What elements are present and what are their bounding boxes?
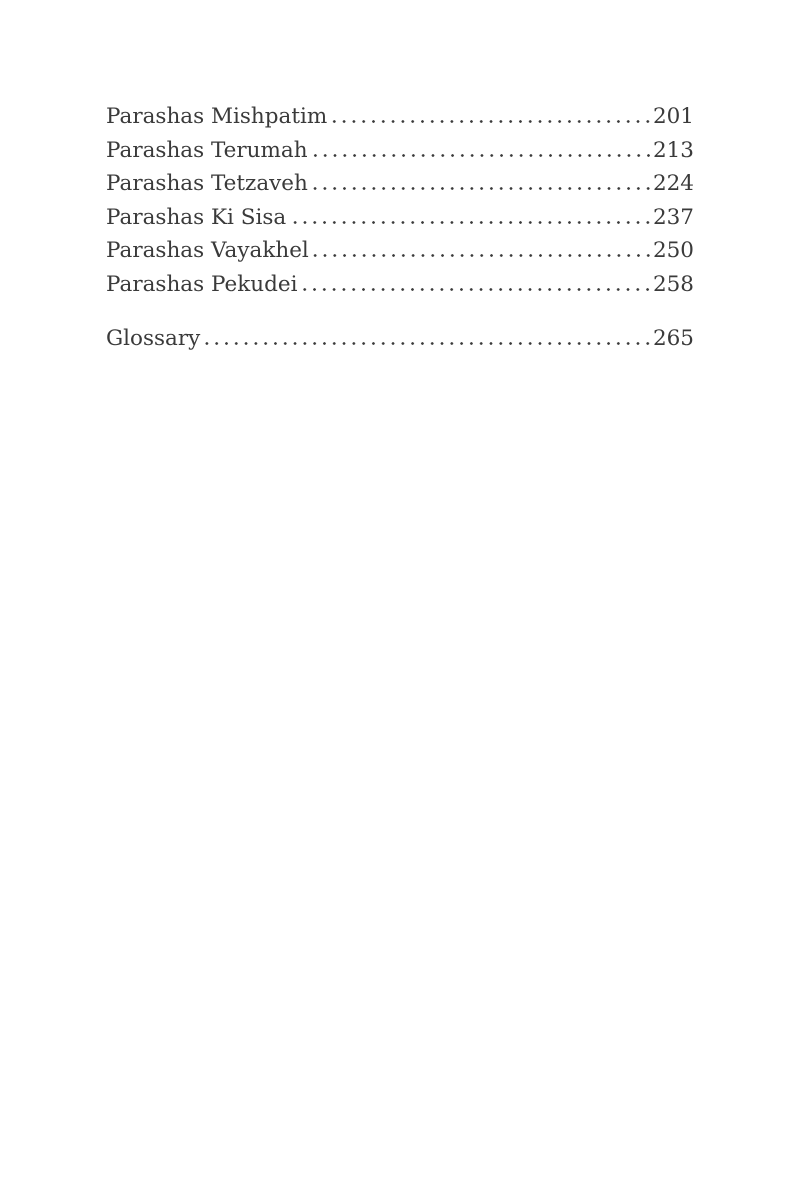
toc-page-number: 265 xyxy=(652,326,694,351)
toc-page-number: 201 xyxy=(652,104,694,129)
toc-row xyxy=(106,234,694,268)
toc-page-number: 250 xyxy=(652,238,694,263)
toc-page-number: 258 xyxy=(652,271,694,297)
dot-leader xyxy=(312,187,653,190)
toc-page-number: 224 xyxy=(652,171,694,196)
dot-leader xyxy=(312,154,653,157)
toc-entry-label: Parashas Terumah xyxy=(106,137,308,163)
dot-leader xyxy=(204,342,653,345)
table-of-contents xyxy=(106,100,694,356)
dot-leader xyxy=(331,120,653,123)
toc-entry-label: Glossary xyxy=(106,326,201,351)
toc-page-number: 237 xyxy=(652,204,694,230)
dot-leader xyxy=(301,288,653,291)
toc-entry-label: Parashas Mishpatim xyxy=(106,104,328,129)
toc-row xyxy=(106,268,694,302)
toc-row xyxy=(106,134,694,168)
dot-leader xyxy=(290,221,653,224)
toc-entry-label: Parashas Pekudei xyxy=(106,271,298,297)
toc-entry-label: Parashas Ki Sisa xyxy=(106,204,287,230)
toc-page-number: 213 xyxy=(652,137,694,163)
toc-entry-label: Parashas Tetzaveh xyxy=(106,171,308,196)
toc-row xyxy=(106,167,694,201)
toc-row xyxy=(106,100,694,134)
toc-row-glossary xyxy=(106,322,694,356)
dot-leader xyxy=(313,254,653,257)
toc-entry-label: Parashas Vayakhel xyxy=(106,238,309,263)
toc-row xyxy=(106,201,694,235)
